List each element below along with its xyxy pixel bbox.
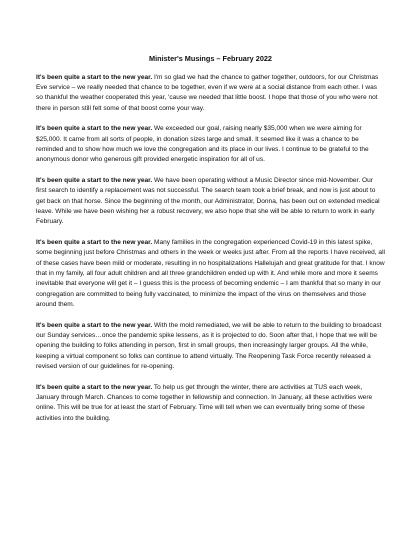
paragraph-text: To help us get through the winter, there are activities at TUS each week, January through March. Chances to come together in fellowship and connection. In January, all these activities were online. This will be true for at least the start of February. Time will tell when we can eventually bring some of these activities into the building. xyxy=(36,383,373,422)
paragraph-text: With the mold remediated, we will be able to return to the building to broadcast our Sunday services…once the pandemic spike lessens, as it is projected to do. Soon after that, I hope that we will be opening the building to folks attending in person, first in small groups, then increasingly larger groups. All the while, keeping a virtual component so folks can continue to attend virtually. The Reopening Task Force recently released a revised version of our guidelines for re-opening. xyxy=(36,321,382,370)
paragraph-lead: It's been quite a start to the new year. xyxy=(36,176,153,184)
paragraph-lead: It's been quite a start to the new year. xyxy=(36,73,153,81)
paragraph-lead: It's been quite a start to the new year. xyxy=(36,238,153,246)
paragraph-6 xyxy=(36,383,385,424)
paragraph-lead: It's been quite a start to the new year. xyxy=(36,125,153,133)
paragraph-text: We exceeded our goal, raising nearly $35,000 when we were aiming for $25,000. It came from all sorts of people, in donation sizes large and small. It seemed like it was a chance to be reminded and to show how much we love the congregation and its place in our lives. I continue to be grateful to the anonymous donor who generous gift provided energetic inspiration for all of us. xyxy=(36,125,369,164)
paragraph-3 xyxy=(36,176,385,228)
paragraph-5 xyxy=(36,321,385,373)
page-title: Minister's Musings – February 2022 xyxy=(149,54,272,63)
paragraph-4 xyxy=(36,238,385,310)
paragraph-text: We have been operating without a Music Director since mid-November. Our first search to identify a replacement was not successful. The search team took a brief break, and now is just about to get back on that horse. Since the beginning of the month, our Administrator, Donna, has been out on extended medical leave. While we have been wishing her a robust recovery, we also hope that she will be able to return to work in early February. xyxy=(36,176,380,226)
paragraph-lead: It's been quite a start to the new year. xyxy=(36,383,153,391)
paragraph-text: I'm so glad we had the chance to gather together, outdoors, for our Christmas Eve service – we really needed that chance to be together, even if we were at a social distance from each other. I was so thankful the weather cooperated this year, 'cause we needed that little boost. I hope that those of you who were not there in person still felt some of that boost come your way. xyxy=(36,73,379,112)
paragraph-text: Many families in the congregation experienced Covid-19 in this latest spike, some beginning just before Christmas and others in the week or weeks just after. From all the reports I have received, all of these cases have been mild or moderate, resulting in no hospitalizations Hallelujah and great gratitude for that. I know that in my family, all four adult children and all three grandchildren ended up with it. And while more and more it seems inevitable that everyone will get it – I guess this is the process of becoming endemic – I am thankful that so many in our congregation are committed to being fully vaccinated, to minimize the impact of the virus on themselves and those around them. xyxy=(36,238,385,308)
paragraph-2 xyxy=(36,124,385,165)
paragraph-lead: It's been quite a start to the new year. xyxy=(36,321,153,329)
paragraph-1 xyxy=(36,73,385,114)
